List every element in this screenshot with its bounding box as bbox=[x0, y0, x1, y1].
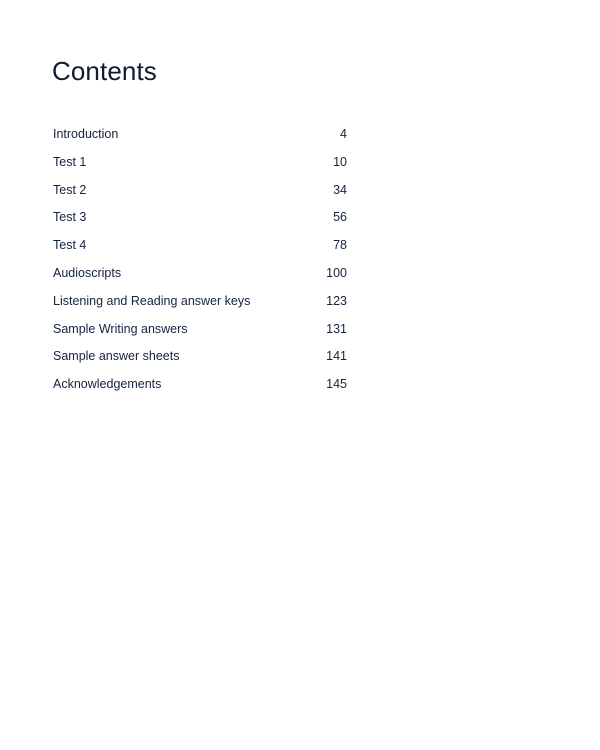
toc-entry-title: Audioscripts bbox=[53, 265, 122, 280]
toc-entry-title: Test 1 bbox=[53, 154, 87, 169]
toc-entry-title: Acknowledgements bbox=[53, 377, 162, 392]
toc-entry-page-number: 100 bbox=[326, 265, 347, 280]
toc-entry-sample-answer-sheets[interactable] bbox=[53, 346, 347, 374]
toc-entry-audioscripts[interactable] bbox=[53, 263, 347, 291]
toc-entry-test-2[interactable] bbox=[53, 180, 347, 208]
toc-entry-title: Sample Writing answers bbox=[53, 321, 188, 336]
toc-entry-test-3[interactable] bbox=[53, 207, 347, 235]
toc-entry-title: Introduction bbox=[53, 127, 119, 141]
toc-entry-introduction[interactable] bbox=[53, 124, 347, 152]
toc-entry-page-number: 56 bbox=[333, 210, 347, 225]
toc-entry-title: Test 3 bbox=[53, 210, 87, 225]
toc-entry-title: Listening and Reading answer keys bbox=[53, 293, 251, 308]
table-of-contents bbox=[53, 124, 347, 402]
toc-entry-page-number: 4 bbox=[340, 127, 347, 141]
toc-entry-page-number: 123 bbox=[326, 293, 347, 308]
toc-entry-acknowledgements[interactable] bbox=[53, 374, 347, 402]
page-title: Contents bbox=[52, 56, 157, 86]
toc-entry-title: Test 4 bbox=[53, 238, 87, 253]
toc-entry-page-number: 78 bbox=[333, 238, 347, 253]
toc-entry-page-number: 10 bbox=[333, 154, 347, 169]
toc-entry-page-number: 131 bbox=[326, 321, 347, 336]
toc-entry-page-number: 141 bbox=[326, 349, 347, 364]
toc-entry-title: Test 2 bbox=[53, 182, 87, 197]
toc-entry-page-number: 145 bbox=[326, 377, 347, 392]
toc-entry-answer-keys[interactable] bbox=[53, 291, 347, 319]
toc-entry-test-4[interactable] bbox=[53, 235, 347, 263]
toc-entry-page-number: 34 bbox=[333, 182, 347, 197]
toc-entry-test-1[interactable] bbox=[53, 152, 347, 180]
toc-entry-sample-writing-answers[interactable] bbox=[53, 319, 347, 347]
toc-entry-title: Sample answer sheets bbox=[53, 349, 180, 364]
